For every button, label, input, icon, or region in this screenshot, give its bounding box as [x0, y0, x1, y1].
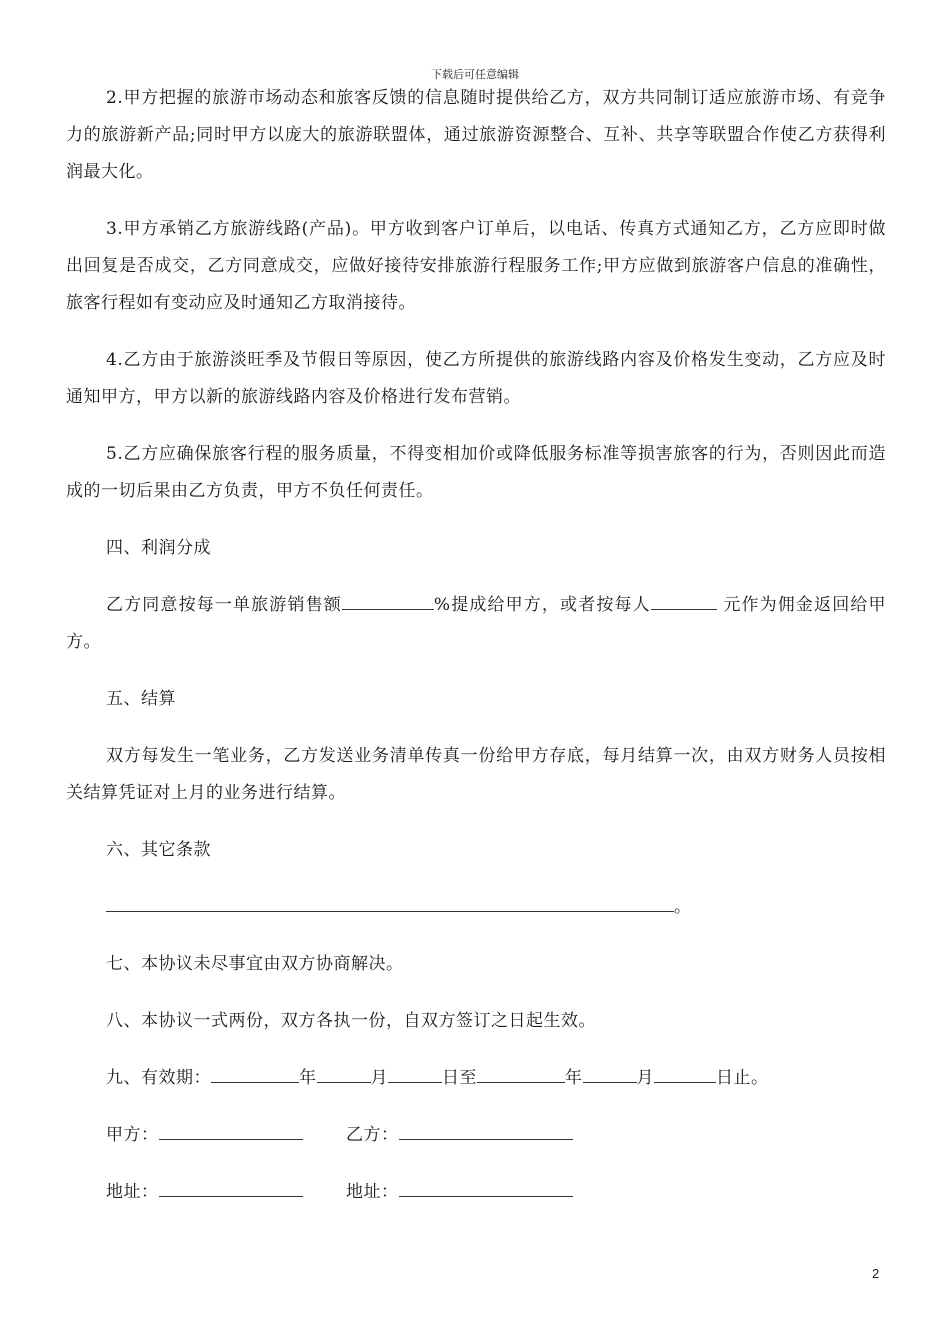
section-8-text: 八、本协议一式两份，双方各执一份，自双方签订之日起生效。 [106, 1011, 596, 1031]
start-year-blank[interactable] [211, 1064, 299, 1083]
end-year-blank[interactable] [477, 1064, 565, 1083]
commission-per-person-blank[interactable] [651, 591, 717, 610]
address-a-blank[interactable] [159, 1178, 303, 1197]
party-a-blank[interactable] [159, 1121, 303, 1140]
section-4-text-b: %提成给甲方，或者按每人 [433, 595, 651, 615]
header-note: 下载后可任意编辑 [431, 68, 519, 81]
other-terms-blank[interactable] [106, 893, 674, 912]
page-number: 2 [872, 1266, 880, 1281]
validity-period-row [106, 1060, 886, 1097]
start-year-label: 年 [299, 1068, 317, 1088]
end-month-blank[interactable] [583, 1064, 637, 1083]
party-b-blank[interactable] [399, 1121, 573, 1140]
party-b-label: 乙方： [346, 1125, 399, 1145]
section-4-text [66, 587, 886, 661]
other-terms-period: 。 [674, 897, 692, 917]
address-a-group [106, 1174, 346, 1211]
other-terms-line [106, 889, 886, 926]
section-5-text: 双方每发生一笔业务，乙方发送业务清单传真一份给甲方存底，每月结算一次，由双方财务人员按相关结算凭证对上月的业务进行结算。 [66, 746, 886, 803]
party-signature-row [106, 1117, 886, 1154]
document-body [66, 80, 886, 1231]
section-4-heading: 四、利润分成 [106, 538, 211, 558]
start-day-blank[interactable] [388, 1064, 442, 1083]
commission-percent-blank[interactable] [342, 591, 434, 610]
section-5-heading: 五、结算 [106, 689, 176, 709]
address-b-label: 地址： [346, 1182, 399, 1202]
start-month-blank[interactable] [317, 1064, 371, 1083]
section-7-text: 七、本协议未尽事宜由双方协商解决。 [106, 954, 404, 974]
validity-label: 九、有效期： [106, 1068, 211, 1088]
end-month-label: 月 [636, 1068, 654, 1088]
section-4-text-c: 元作为佣金返回给甲方。 [66, 595, 887, 652]
end-day-blank[interactable] [654, 1064, 716, 1083]
address-row [106, 1174, 886, 1211]
clause-5: 5.乙方应确保旅客行程的服务质量，不得变相加价或降低服务标准等损害旅客的行为，否则因此而造成的一切后果由乙方负责，甲方不负任何责任。 [66, 444, 886, 501]
party-b-group [346, 1117, 573, 1154]
end-day-label: 日止。 [716, 1068, 769, 1088]
party-a-label: 甲方： [106, 1125, 159, 1145]
address-a-label: 地址： [106, 1182, 159, 1202]
section-4-text-a: 乙方同意按每一单旅游销售额 [106, 595, 342, 615]
clause-4: 4.乙方由于旅游淡旺季及节假日等原因，使乙方所提供的旅游线路内容及价格发生变动，乙方应及时通知甲方，甲方以新的旅游线路内容及价格进行发布营销。 [66, 350, 886, 407]
start-month-label: 月 [370, 1068, 388, 1088]
end-year-label: 年 [565, 1068, 583, 1088]
party-a-group [106, 1117, 346, 1154]
address-b-group [346, 1174, 573, 1211]
clause-3: 3.甲方承销乙方旅游线路(产品)。甲方收到客户订单后，以电话、传真方式通知乙方，乙方应即时做出回复是否成交，乙方同意成交，应做好接待安排旅游行程服务工作;甲方应做到旅游客户信息的准确性，旅客行程如有变动应及时通知乙方取消接待。 [66, 219, 886, 313]
start-day-label: 日至 [442, 1068, 477, 1088]
section-6-heading: 六、其它条款 [106, 840, 211, 860]
clause-2: 2.甲方把握的旅游市场动态和旅客反馈的信息随时提供给乙方，双方共同制订适应旅游市场、有竞争力的旅游新产品;同时甲方以庞大的旅游联盟体，通过旅游资源整合、互补、共享等联盟合作使乙方获得利润最大化。 [66, 88, 886, 182]
address-b-blank[interactable] [399, 1178, 573, 1197]
